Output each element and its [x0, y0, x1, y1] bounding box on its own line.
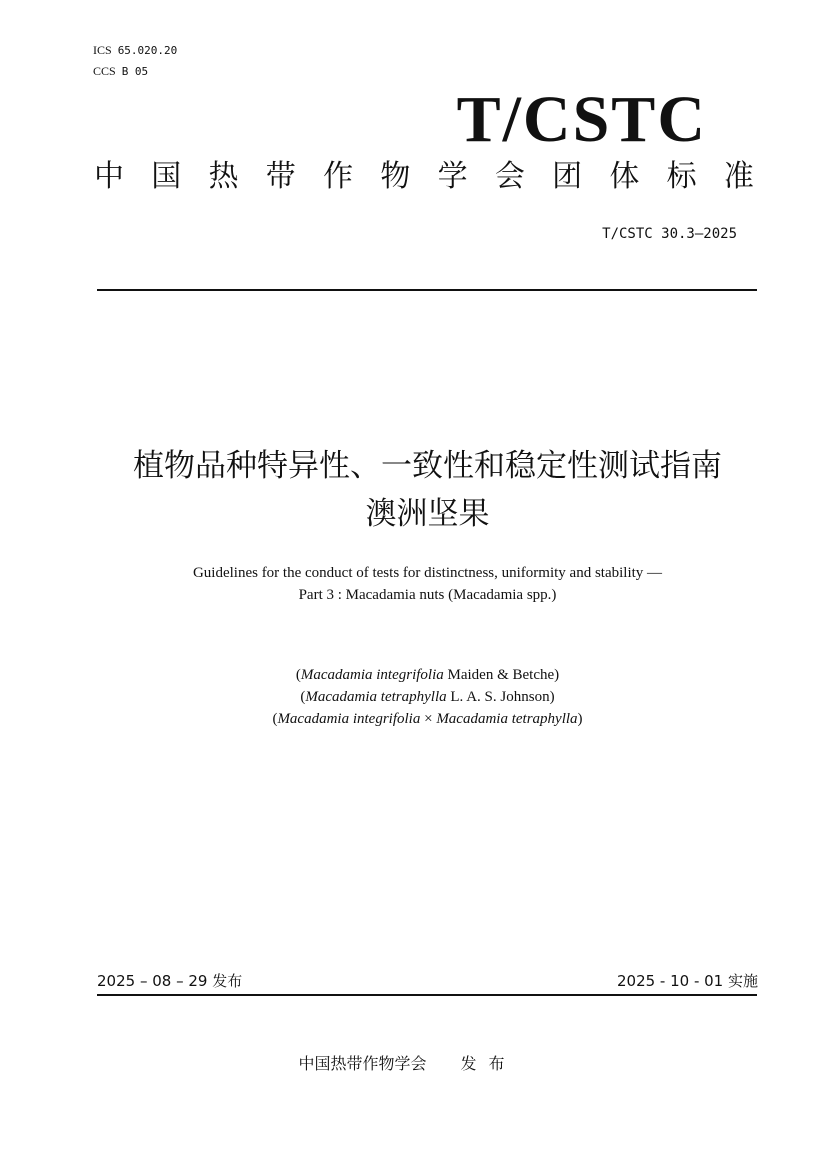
- ccs-value: B 05: [121, 65, 149, 78]
- species-name: Macadamia tetraphylla: [305, 689, 447, 705]
- species-line: [60, 686, 795, 708]
- species-line: [60, 664, 795, 686]
- issuer-name: 中国热带作物学会: [298, 1054, 427, 1073]
- cross-symbol: ×: [420, 711, 437, 727]
- org-char: 学: [437, 159, 468, 194]
- org-char: 准: [723, 159, 754, 194]
- standard-logo: T/CSTC: [456, 83, 707, 156]
- issue-action: 发布: [460, 1054, 517, 1073]
- implementation-date: 2025 - 10 - 01 实施: [616, 972, 758, 990]
- species-name: Macadamia integrifolia: [277, 711, 421, 727]
- ccs-line: [93, 61, 177, 82]
- top-divider: [97, 289, 757, 291]
- org-char: 物: [380, 159, 411, 194]
- species-name: Macadamia tetraphylla: [436, 711, 578, 727]
- species-author: Maiden & Betche: [443, 667, 555, 683]
- ics-line: [93, 40, 177, 61]
- org-char: 体: [609, 159, 640, 194]
- organization-standard-title: [94, 155, 754, 199]
- org-char: 中: [94, 159, 124, 194]
- org-char: 国: [151, 159, 182, 194]
- issue-date: 2025 – 08 – 29 发布: [97, 972, 243, 990]
- issuer-line: [0, 1052, 815, 1076]
- chinese-title-line1: 植物品种特异性、一致性和稳定性测试指南: [133, 448, 722, 484]
- english-title-line2: Part 3 : Macadamia nuts (Macadamia spp.): [298, 587, 557, 603]
- paren-open: (: [272, 711, 278, 727]
- standard-number: T/CSTC 30.3—2025: [602, 226, 737, 242]
- paren-open: (: [300, 689, 306, 705]
- bottom-divider: [97, 994, 757, 996]
- species-author: L. A. S. Johnson: [446, 689, 550, 705]
- org-char: 团: [552, 159, 583, 194]
- species-hybrid-line: [60, 708, 795, 730]
- english-title-line1: Guidelines for the conduct of tests for distinctness, uniformity and stability —: [192, 565, 663, 581]
- paren-open: (: [295, 667, 301, 683]
- paren-close: ): [554, 667, 560, 683]
- org-char: 标: [666, 159, 697, 194]
- paren-close: ): [549, 689, 555, 705]
- org-char: 会: [494, 159, 525, 194]
- ccs-label: CCS: [93, 64, 116, 78]
- org-char: 带: [265, 159, 296, 194]
- ics-value: 65.020.20: [117, 44, 178, 57]
- org-char: 热: [208, 159, 239, 194]
- chinese-title-line2: 澳洲坚果: [365, 496, 490, 532]
- classification-codes: [93, 40, 177, 82]
- ics-label: ICS: [93, 43, 112, 57]
- species-name: Macadamia integrifolia: [300, 667, 444, 683]
- paren-close: ): [577, 711, 583, 727]
- org-char: 作: [323, 159, 354, 194]
